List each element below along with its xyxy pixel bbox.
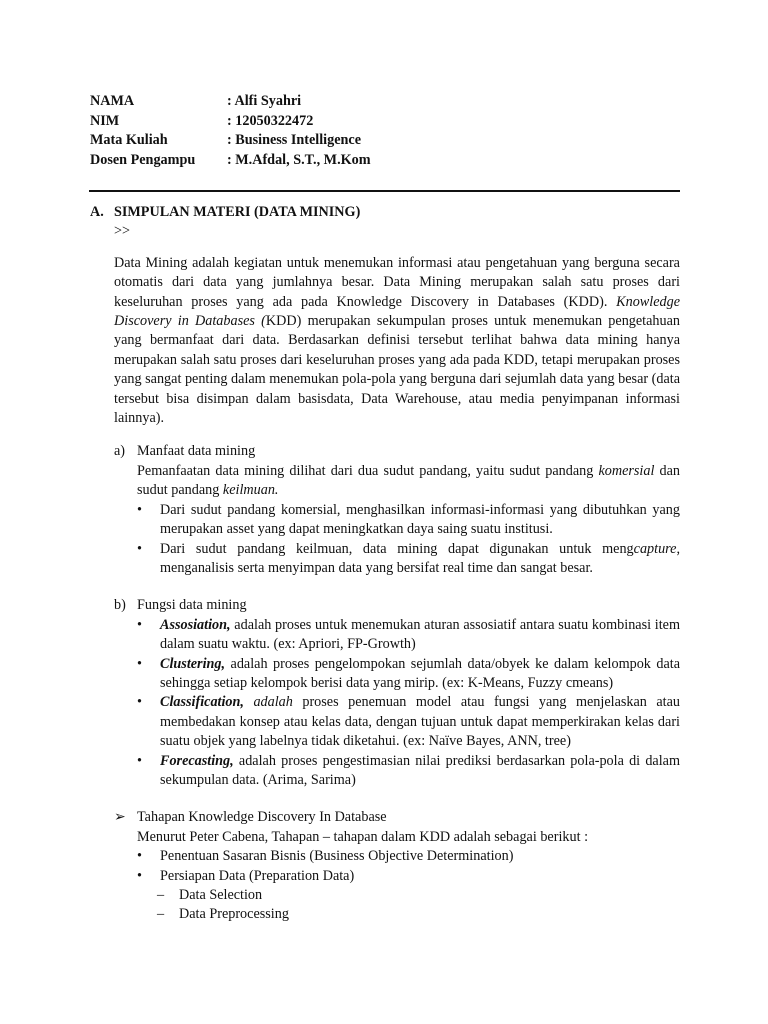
arrow-bullet-icon: ➢	[114, 809, 126, 826]
header-value: : M.Afdal, S.T., M.Kom	[227, 151, 371, 168]
list-item	[137, 847, 680, 866]
fungsi-desc: adalah proses pengestimasian nilai prediksi berdasarkan pola-pola di dalam sekumpulan data. (Arima, Sarima)	[160, 752, 680, 788]
manfaat-bullet-2-text-b: , menganalisis serta menyimpan data yang bersifat real time dan sangat besar.	[160, 540, 680, 576]
list-item	[137, 540, 680, 579]
manfaat-bullet-1: Dari sudut pandang komersial, menghasilkan informasi-informasi yang dibutuhkan yang merupakan asset yang dapat meningkatkan daya saing suatu institusi.	[160, 501, 680, 538]
bullet-marker: •	[137, 616, 142, 633]
fungsi-item	[160, 693, 680, 751]
section-number: A.	[90, 204, 104, 220]
dash-marker: –	[157, 887, 165, 903]
section-a-heading	[90, 203, 680, 222]
fungsi-term: Classification,	[160, 694, 244, 711]
section-title: SIMPULAN MATERI (DATA MINING)	[114, 204, 361, 220]
header-row-mata-kuliah	[90, 131, 371, 151]
dash-marker: –	[157, 906, 165, 923]
bullet-marker: •	[137, 867, 142, 884]
fungsi-section	[114, 596, 680, 790]
manfaat-section	[114, 442, 680, 578]
manfaat-text-2: dan sudut pandang	[137, 462, 680, 499]
intro-text-2: KDD) merupakan sekumpulan proses untuk menemukan pengetahuan yang bermanfaat dari data. Berdasarkan definisi tersebut terlihat bahwa data mining hanya merupakan salah satu proses dari keseluruhan proses yang ada pada KDD, tetapi merupakan proses yang sangat penting dalam menemukan pola-pola yang berguna dari sejumlah data yang besar (data tersebut bisa disimpan dalam basisdata, Data Warehouse, atau media penyimpanan informasi lainnya).	[114, 313, 680, 427]
manfaat-bullet-2	[160, 540, 680, 579]
list-item	[157, 905, 680, 924]
tahapan-bullet-2: Persiapan Data (Preparation Data)	[160, 867, 355, 884]
manfaat-title: Manfaat data mining	[137, 443, 256, 460]
intro-text-1: Data Mining adalah kegiatan untuk menemukan informasi atau pengetahuan yang berguna secara otomatis dari data yang jumlahnya besar. Data Mining merupakan salah satu proses dari keseluruhan proses yang ada pada Knowledge Discovery in Databases (KDD).	[114, 254, 680, 310]
bullet-marker: •	[137, 540, 142, 557]
list-item	[137, 501, 680, 540]
manfaat-text-1: Pemanfaatan data mining dilihat dari dua sudut pandang, yaitu sudut pandang	[137, 462, 594, 479]
identity-header	[90, 92, 371, 170]
bullet-marker: •	[137, 501, 142, 518]
list-item	[137, 616, 680, 655]
tahapan-bullet-1: Penentuan Sasaran Bisnis (Business Objective Determination)	[160, 848, 514, 865]
list-item	[137, 655, 680, 694]
fungsi-desc: adalah proses untuk menemukan aturan assosiatif antara suatu kombinasi item dalam suatu waktu. (ex: Apriori, FP-Growth)	[160, 616, 680, 653]
list-item	[157, 886, 680, 905]
header-label: Dosen Pengampu	[90, 151, 196, 168]
section-a	[90, 203, 680, 925]
list-marker: b)	[114, 597, 126, 614]
fungsi-term: Forecasting,	[160, 752, 234, 769]
intro-paragraph	[114, 254, 680, 429]
manfaat-bullet-2-capture: capture	[633, 540, 677, 557]
dash-item: Data Selection	[179, 887, 263, 903]
fungsi-item	[160, 655, 680, 694]
bullet-marker: •	[137, 848, 142, 865]
list-item	[137, 867, 680, 886]
header-value: : Business Intelligence	[227, 132, 361, 148]
header-row-nim	[90, 112, 371, 132]
header-value: : 12050322472	[227, 112, 314, 129]
header-value: : Alfi Syahri	[227, 93, 302, 109]
header-row-nama	[90, 92, 371, 112]
manfaat-komersial: komersial	[598, 462, 655, 479]
header-label: Mata Kuliah	[90, 132, 168, 148]
fungsi-term: Clustering,	[160, 655, 226, 672]
fungsi-term: Assosiation,	[160, 616, 231, 633]
header-row-dosen	[90, 151, 371, 171]
bullet-marker: •	[137, 752, 142, 769]
header-label: NIM	[90, 112, 120, 129]
manfaat-paragraph	[137, 462, 680, 501]
header-label: NAMA	[90, 93, 135, 109]
fungsi-item	[160, 752, 680, 791]
manfaat-keilmuan: keilmuan.	[222, 482, 279, 499]
manfaat-bullet-2-text-a: Dari sudut pandang keilmuan, data mining dapat digunakan untuk meng	[160, 540, 634, 557]
dash-item: Data Preprocessing	[179, 906, 289, 923]
fungsi-item	[160, 616, 680, 655]
tahapan-section	[114, 808, 680, 924]
intro-kdd-italic: Knowledge Discovery in Databases (	[114, 293, 680, 330]
fungsi-title: Fungsi data mining	[137, 597, 247, 614]
tahapan-title: Tahapan Knowledge Discovery In Database	[137, 809, 387, 826]
horizontal-divider	[89, 190, 680, 192]
list-item	[137, 693, 680, 751]
section-arrow: >>	[114, 223, 131, 240]
fungsi-desc: adalah proses pengelompokan sejumlah data/obyek ke dalam kelompok data sehingga setiap kelompok berisi data yang mirip. (ex: K-Means, Fuzzy cmeans)	[160, 655, 680, 691]
fungsi-desc: proses penemuan model atau fungsi yang menjelaskan atau membedakan konsep atau kelas data, dengan tujuan untuk dapat memperkirakan kelas dari suatu objek yang labelnya tidak diketahui. (ex: Naïve Bayes, ANN, tree)	[160, 694, 680, 750]
tahapan-intro: Menurut Peter Cabena, Tahapan – tahapan dalam KDD adalah sebagai berikut :	[137, 828, 589, 845]
fungsi-term-suffix: adalah	[243, 694, 293, 711]
bullet-marker: •	[137, 655, 142, 672]
list-item	[137, 752, 680, 791]
list-marker: a)	[114, 443, 126, 460]
bullet-marker: •	[137, 694, 142, 711]
